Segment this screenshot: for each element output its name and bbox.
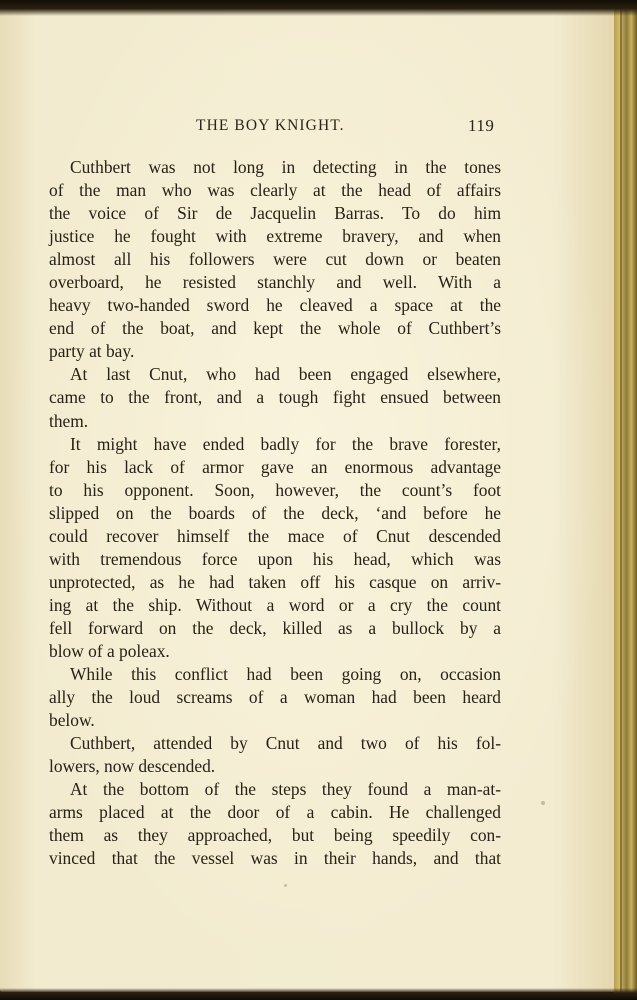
text-line: below. <box>49 710 95 731</box>
text-line: ing at the ship. Without a word or a cry the count <box>49 594 501 615</box>
text-line: blow of a poleax. <box>49 640 170 661</box>
text-line: end of the boat, and kept the whole of Cuthbert’s <box>49 318 501 339</box>
text-line: It might have ended badly for the brave forester, <box>70 433 501 454</box>
text-line: came to the front, and a tough fight ensued between <box>49 387 501 408</box>
book-page <box>0 6 614 992</box>
running-head: THE BOY KNIGHT. <box>196 117 345 134</box>
text-line: them. <box>49 410 89 431</box>
page-number: 119 <box>468 116 495 135</box>
text-line: At last Cnut, who had been engaged elsewhere, <box>70 364 501 385</box>
text-line: overboard, he resisted stanchly and well. With a <box>49 272 501 293</box>
top-page-shadow <box>0 0 637 16</box>
body-text <box>49 156 501 870</box>
text-line: While this conflict had been going on, occasion <box>70 664 501 685</box>
text-line: them as they approached, but being speedily con- <box>49 825 501 846</box>
text-line: vinced that the vessel was in their hands, and that <box>49 848 501 869</box>
text-line: could recover himself the mace of Cnut descended <box>49 525 501 546</box>
text-line: party at bay. <box>49 341 135 362</box>
text-line: of the man who was clearly at the head of affairs <box>49 180 501 201</box>
text-line: for his lack of armor gave an enormous advantage <box>49 456 501 477</box>
bottom-page-shadow <box>0 988 637 1000</box>
text-line: the voice of Sir de Jacquelin Barras. To do him <box>49 203 501 224</box>
text-line: Cuthbert, attended by Cnut and two of his fol- <box>70 733 501 754</box>
text-line: slipped on the boards of the deck, ‘and before he <box>49 502 501 523</box>
text-line: Cuthbert was not long in detecting in the tones <box>70 157 501 177</box>
text-line: heavy two-handed sword he cleaved a space at the <box>49 295 501 316</box>
page-header <box>0 117 614 139</box>
text-line: almost all his followers were cut down or beaten <box>49 249 501 270</box>
text-line: ally the loud screams of a woman had been heard <box>49 687 501 708</box>
text-line: arms placed at the door of a cabin. He challenged <box>49 802 501 823</box>
text-line: with tremendous force upon his head, which was <box>49 548 501 569</box>
book-fore-edge <box>614 6 637 994</box>
paper-blemish <box>284 884 287 887</box>
text-line: unprotected, as he had taken off his casque on arriv- <box>49 571 501 592</box>
text-line: At the bottom of the steps they found a man-at- <box>70 779 501 800</box>
text-line: to his opponent. Soon, however, the count’s foot <box>49 479 501 500</box>
text-line: lowers, now descended. <box>49 756 216 777</box>
text-line: justice he fought with extreme bravery, and when <box>49 226 501 247</box>
paper-blemish <box>541 801 545 805</box>
text-line: fell forward on the deck, killed as a bullock by a <box>49 617 501 638</box>
